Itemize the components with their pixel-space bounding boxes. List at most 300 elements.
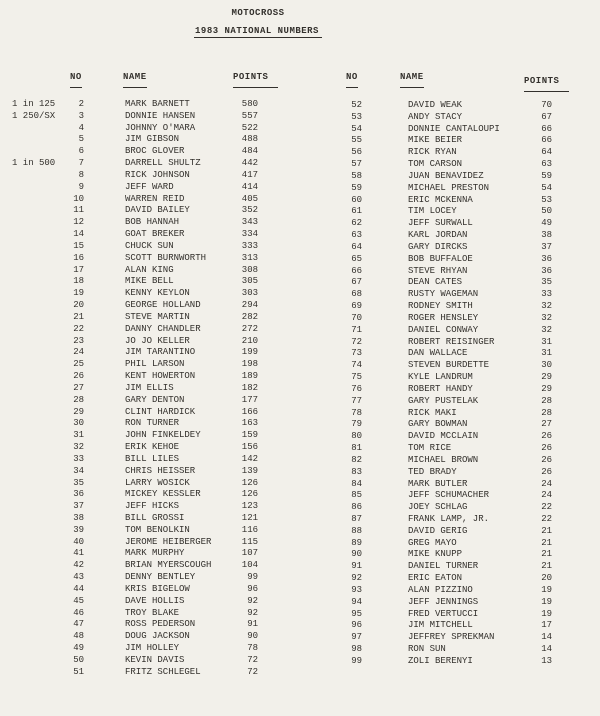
table-row [330, 230, 600, 242]
table-row [0, 407, 300, 419]
rider-number: 41 [73, 548, 84, 559]
rider-number: 43 [73, 572, 84, 583]
rider-points: 36 [541, 265, 552, 276]
rider-points: 19 [541, 584, 552, 595]
rider-points: 96 [247, 583, 258, 594]
rider-name: RICK RYAN [408, 147, 457, 158]
rider-name: STEVE RHYAN [408, 265, 468, 276]
rider-name: BOB HANNAH [125, 217, 180, 228]
table-row [0, 276, 300, 288]
rider-number: 93 [351, 584, 362, 595]
rider-points: 90 [247, 631, 258, 642]
rider-number: 22 [73, 323, 84, 334]
rider-name: ALAN PIZZINO [408, 584, 473, 595]
rider-number: 28 [73, 394, 84, 405]
page-subtitle [0, 26, 516, 38]
rider-points: 31 [541, 336, 552, 347]
rider-name: MARK MURPHY [125, 548, 185, 559]
rider-number: 68 [351, 289, 362, 300]
rider-name: GEORGE HOLLAND [125, 300, 201, 311]
rider-name: JIM TARANTINO [125, 347, 196, 358]
rider-points: 417 [241, 169, 258, 180]
rider-name: DOUG JACKSON [125, 631, 190, 642]
table-row [330, 585, 600, 597]
table-row [0, 537, 300, 549]
rider-number: 83 [351, 466, 362, 477]
rider-points: 121 [241, 512, 258, 523]
rider-number: 59 [351, 182, 362, 193]
rider-points: 22 [541, 502, 552, 513]
table-row [330, 455, 600, 467]
rider-list-right-column [330, 100, 600, 668]
rider-name: MIKE KNUPP [408, 549, 463, 560]
rider-list-left-column [0, 99, 300, 679]
rider-number: 50 [73, 654, 84, 665]
table-row [330, 206, 600, 218]
rider-name: ROBERT REISINGER [408, 336, 495, 347]
rider-name: JEFF WARD [125, 181, 174, 192]
table-row [330, 313, 600, 325]
rider-name: KEVIN DAVIS [125, 654, 185, 665]
rider-points: 182 [241, 382, 258, 393]
rider-points: 126 [241, 477, 258, 488]
rider-name: DAVID BAILEY [125, 205, 190, 216]
rider-points: 30 [541, 360, 552, 371]
rider-points: 163 [241, 418, 258, 429]
rider-name: DONNIE HANSEN [125, 110, 196, 121]
column-header-no-right: NO [346, 72, 358, 88]
rider-name: MICHAEL BROWN [408, 454, 479, 465]
rider-name: TED BRADY [408, 466, 457, 477]
rider-name: KENT HOWERTON [125, 371, 196, 382]
rider-number: 45 [73, 595, 84, 606]
rider-number: 78 [351, 407, 362, 418]
rider-number: 99 [351, 655, 362, 666]
rider-number: 10 [73, 193, 84, 204]
table-row [0, 596, 300, 608]
rider-points: 59 [541, 170, 552, 181]
rider-name: ROGER HENSLEY [408, 312, 479, 323]
table-row [0, 253, 300, 265]
rider-points: 159 [241, 430, 258, 441]
rider-name: STEVE MARTIN [125, 311, 190, 322]
rider-points: 405 [241, 193, 258, 204]
rider-points: 37 [541, 241, 552, 252]
rider-name: SCOTT BURNWORTH [125, 252, 207, 263]
table-row [0, 572, 300, 584]
rider-number: 39 [73, 524, 84, 535]
table-row [330, 597, 600, 609]
rider-number: 33 [73, 453, 84, 464]
rider-points: 333 [241, 240, 258, 251]
rider-name: RICK JOHNSON [125, 169, 190, 180]
rider-points: 26 [541, 454, 552, 465]
table-row [0, 300, 300, 312]
rider-points: 107 [241, 548, 258, 559]
rider-points: 26 [541, 431, 552, 442]
rider-name: BILL GROSSI [125, 512, 185, 523]
rider-name: MIKE BEIER [408, 135, 463, 146]
rider-points: 115 [241, 536, 258, 547]
rider-number: 72 [351, 336, 362, 347]
rider-points: 36 [541, 253, 552, 264]
rider-number: 87 [351, 513, 362, 524]
table-row [0, 466, 300, 478]
rider-points: 305 [241, 276, 258, 287]
rider-number: 31 [73, 430, 84, 441]
table-row [330, 644, 600, 656]
rider-number: 2 [78, 99, 84, 109]
table-row [0, 111, 300, 123]
rider-number: 58 [351, 170, 362, 181]
table-row [330, 384, 600, 396]
rider-points: 19 [541, 608, 552, 619]
table-row [330, 301, 600, 313]
rider-points: 49 [541, 218, 552, 229]
rider-name: WARREN REID [125, 193, 185, 204]
table-row [330, 242, 600, 254]
rider-points: 53 [541, 194, 552, 205]
rider-number: 90 [351, 549, 362, 560]
table-row [330, 514, 600, 526]
rider-number: 70 [351, 312, 362, 323]
rider-name: TOM CARSON [408, 159, 463, 170]
rider-name: BROC GLOVER [125, 146, 185, 157]
rider-number: 75 [351, 372, 362, 383]
rider-points: 488 [241, 134, 258, 145]
rider-number: 35 [73, 477, 84, 488]
rider-points: 484 [241, 146, 258, 157]
rider-points: 20 [541, 573, 552, 584]
rider-name: MARK BUTLER [408, 478, 468, 489]
rider-number: 12 [73, 217, 84, 228]
table-row [0, 608, 300, 620]
table-row [330, 620, 600, 632]
rider-points: 26 [541, 466, 552, 477]
rider-points: 24 [541, 478, 552, 489]
rider-name: JEFFREY SPREKMAN [408, 632, 495, 643]
rider-points: 67 [541, 111, 552, 122]
rider-name: KENNY KEYLON [125, 288, 190, 299]
table-row [330, 159, 600, 171]
table-row [0, 205, 300, 217]
rider-name: TOM BENOLKIN [125, 524, 190, 535]
rider-name: RICK MAKI [408, 407, 457, 418]
table-row [330, 171, 600, 183]
table-row [0, 560, 300, 572]
rider-name: BOB BUFFALOE [408, 253, 473, 264]
table-row [0, 631, 300, 643]
rider-number: 94 [351, 596, 362, 607]
rider-name: ROBERT HANDY [408, 383, 473, 394]
table-row [0, 170, 300, 182]
rider-name: RON TURNER [125, 418, 180, 429]
rider-points: 31 [541, 348, 552, 359]
rider-name: DENNY BENTLEY [125, 572, 196, 583]
rider-points: 272 [241, 323, 258, 334]
rider-number: 77 [351, 395, 362, 406]
rider-number: 5 [78, 134, 84, 145]
rider-name: JEFF JENNINGS [408, 596, 479, 607]
table-row [330, 526, 600, 538]
rider-points: 166 [241, 406, 258, 417]
rider-points: 21 [541, 525, 552, 536]
rider-number: 85 [351, 490, 362, 501]
rider-name: MIKE BELL [125, 276, 174, 287]
rider-name: DONNIE CANTALOUPI [408, 123, 500, 134]
table-row [0, 383, 300, 395]
rider-number: 92 [351, 573, 362, 584]
rider-points: 13 [541, 655, 552, 666]
rider-points: 21 [541, 549, 552, 560]
table-row [330, 147, 600, 159]
class-annotation: 1 in 500 [12, 158, 56, 169]
table-row [0, 324, 300, 336]
table-row [330, 266, 600, 278]
table-row [330, 467, 600, 479]
rider-name: KYLE LANDRUM [408, 372, 473, 383]
table-row [0, 288, 300, 300]
table-row [330, 124, 600, 136]
rider-number: 51 [73, 666, 84, 677]
rider-number: 71 [351, 324, 362, 335]
table-row [0, 442, 300, 454]
rider-points: 78 [247, 643, 258, 654]
rider-points: 22 [541, 513, 552, 524]
rider-number: 44 [73, 583, 84, 594]
rider-points: 19 [541, 596, 552, 607]
rider-points: 199 [241, 347, 258, 358]
rider-name: MICKEY KESSLER [125, 489, 201, 500]
table-row [0, 241, 300, 253]
rider-name: JUAN BENAVIDEZ [408, 170, 484, 181]
rider-number: 49 [73, 643, 84, 654]
column-header-points-left: POINTS [233, 72, 278, 88]
table-row [0, 182, 300, 194]
rider-number: 66 [351, 265, 362, 276]
rider-points: 198 [241, 359, 258, 370]
rider-name: ERIK KEHOE [125, 442, 180, 453]
rider-name: FRITZ SCHLEGEL [125, 666, 201, 677]
rider-number: 53 [351, 111, 362, 122]
table-row [330, 337, 600, 349]
rider-name: DAVID WEAK [408, 100, 463, 110]
rider-number: 34 [73, 465, 84, 476]
rider-points: 210 [241, 335, 258, 346]
rider-points: 33 [541, 289, 552, 300]
rider-name: JEFF HICKS [125, 501, 180, 512]
rider-name: DANNY CHANDLER [125, 323, 201, 334]
table-row [330, 609, 600, 621]
table-row [0, 548, 300, 560]
rider-number: 64 [351, 241, 362, 252]
rider-points: 26 [541, 443, 552, 454]
rider-name: GARY BOWMAN [408, 419, 468, 430]
rider-number: 57 [351, 159, 362, 170]
rider-name: BRIAN MYERSCOUGH [125, 560, 212, 571]
rider-points: 70 [541, 100, 552, 110]
rider-points: 14 [541, 644, 552, 655]
rider-number: 97 [351, 632, 362, 643]
rider-number: 14 [73, 229, 84, 240]
table-row [330, 549, 600, 561]
rider-number: 11 [73, 205, 84, 216]
rider-points: 91 [247, 619, 258, 630]
rider-number: 95 [351, 608, 362, 619]
rider-points: 29 [541, 372, 552, 383]
table-row [0, 667, 300, 679]
table-row [0, 194, 300, 206]
table-row [0, 643, 300, 655]
rider-number: 48 [73, 631, 84, 642]
table-row [0, 158, 300, 170]
rider-name: CHRIS HEISSER [125, 465, 196, 476]
rider-number: 4 [78, 122, 84, 133]
rider-number: 46 [73, 607, 84, 618]
table-row [0, 619, 300, 631]
rider-name: GARY DIRCKS [408, 241, 468, 252]
rider-name: RODNEY SMITH [408, 301, 473, 312]
rider-name: JOEY SCHLAG [408, 502, 468, 513]
rider-points: 99 [247, 572, 258, 583]
table-row [0, 229, 300, 241]
rider-name: GOAT BREKER [125, 229, 185, 240]
rider-points: 334 [241, 229, 258, 240]
table-row [0, 584, 300, 596]
rider-name: GARY PUSTELAK [408, 395, 479, 406]
rider-points: 352 [241, 205, 258, 216]
table-row [330, 490, 600, 502]
rider-points: 50 [541, 206, 552, 217]
rider-number: 74 [351, 360, 362, 371]
rider-number: 55 [351, 135, 362, 146]
page-title: MOTOCROSS [231, 8, 285, 18]
rider-number: 26 [73, 371, 84, 382]
table-row [330, 479, 600, 491]
rider-number: 23 [73, 335, 84, 346]
rider-number: 96 [351, 620, 362, 631]
rider-points: 38 [541, 230, 552, 241]
rider-number: 37 [73, 501, 84, 512]
rider-number: 65 [351, 253, 362, 264]
rider-number: 54 [351, 123, 362, 134]
rider-points: 294 [241, 300, 258, 311]
table-row [330, 372, 600, 384]
table-row [330, 277, 600, 289]
table-row [0, 336, 300, 348]
table-row [330, 408, 600, 420]
table-row [330, 656, 600, 668]
rider-points: 139 [241, 465, 258, 476]
rider-name: KRIS BIGELOW [125, 583, 190, 594]
rider-number: 89 [351, 537, 362, 548]
rider-number: 17 [73, 264, 84, 275]
table-row [0, 265, 300, 277]
rider-points: 66 [541, 135, 552, 146]
table-row [0, 134, 300, 146]
table-row [330, 502, 600, 514]
rider-number: 6 [78, 146, 84, 157]
class-annotation: 1 in 125 [12, 99, 56, 109]
rider-points: 123 [241, 501, 258, 512]
table-row [330, 183, 600, 195]
rider-name: ANDY STACY [408, 111, 463, 122]
rider-points: 14 [541, 632, 552, 643]
rider-name: JIM MITCHELL [408, 620, 473, 631]
rider-number: 18 [73, 276, 84, 287]
rider-name: ERIC EATON [408, 573, 463, 584]
table-row [0, 123, 300, 135]
rider-number: 80 [351, 431, 362, 442]
rider-number: 98 [351, 644, 362, 655]
rider-number: 86 [351, 502, 362, 513]
rider-points: 32 [541, 312, 552, 323]
class-annotation: 1 250/SX [12, 110, 56, 121]
rider-name: DANIEL TURNER [408, 561, 479, 572]
rider-name: JEFF SCHUMACHER [408, 490, 490, 501]
table-row [0, 430, 300, 442]
rider-number: 27 [73, 382, 84, 393]
table-row [0, 513, 300, 525]
table-row [330, 443, 600, 455]
rider-name: DAVE HOLLIS [125, 595, 185, 606]
rider-name: ERIC MCKENNA [408, 194, 473, 205]
column-header-name-right: NAME [400, 72, 424, 88]
rider-points: 17 [541, 620, 552, 631]
rider-name: DANIEL CONWAY [408, 324, 479, 335]
rider-number: 79 [351, 419, 362, 430]
table-row [0, 489, 300, 501]
rider-name: DAVID MCCLAIN [408, 431, 479, 442]
rider-name: JIM GIBSON [125, 134, 180, 145]
rider-number: 69 [351, 301, 362, 312]
rider-number: 15 [73, 240, 84, 251]
table-row [330, 289, 600, 301]
rider-name: ZOLI BERENYI [408, 655, 473, 666]
rider-number: 24 [73, 347, 84, 358]
rider-name: ROSS PEDERSON [125, 619, 196, 630]
rider-points: 580 [241, 99, 258, 109]
table-row [0, 217, 300, 229]
table-row [330, 561, 600, 573]
table-row [330, 396, 600, 408]
table-row [0, 478, 300, 490]
rider-points: 21 [541, 561, 552, 572]
rider-name: JEFF SURWALL [408, 218, 473, 229]
rider-number: 84 [351, 478, 362, 489]
rider-number: 40 [73, 536, 84, 547]
rider-points: 92 [247, 595, 258, 606]
rider-points: 64 [541, 147, 552, 158]
rider-name: TROY BLAKE [125, 607, 180, 618]
table-row [330, 254, 600, 266]
rider-points: 32 [541, 301, 552, 312]
table-row [330, 632, 600, 644]
rider-name: RUSTY WAGEMAN [408, 289, 479, 300]
rider-points: 28 [541, 395, 552, 406]
rider-name: FRANK LAMP, JR. [408, 513, 490, 524]
table-row [0, 418, 300, 430]
rider-name: JEROME HEIBERGER [125, 536, 212, 547]
rider-name: TOM RICE [408, 443, 452, 454]
rider-points: 308 [241, 264, 258, 275]
rider-number: 52 [351, 100, 362, 110]
column-header-no-left: NO [70, 72, 82, 88]
rider-name: DAN WALLACE [408, 348, 468, 359]
rider-points: 24 [541, 490, 552, 501]
table-row [0, 655, 300, 667]
rider-name: BILL LILES [125, 453, 180, 464]
